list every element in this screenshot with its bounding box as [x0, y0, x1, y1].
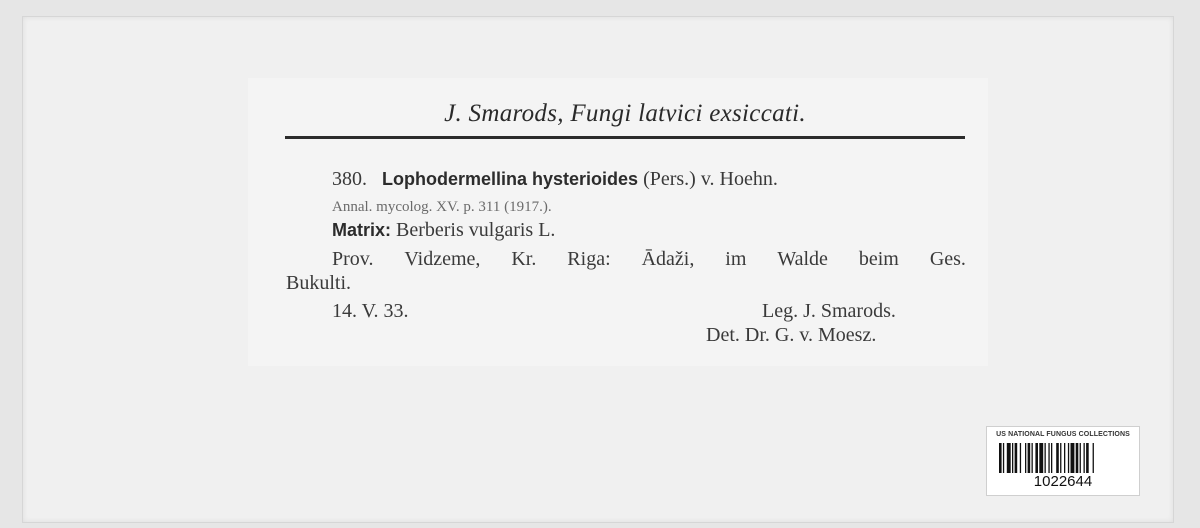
taxon-name: Lophodermellina hysterioides	[382, 169, 639, 189]
locality-line	[332, 248, 966, 271]
locality-word: Riga:	[567, 248, 611, 270]
barcode-number: 1022644	[1033, 473, 1093, 490]
entry-line-taxon	[332, 168, 778, 191]
locality-word: Ādaži,	[641, 248, 695, 270]
locality-word: beim	[858, 248, 899, 270]
collector: Leg. J. Smarods.	[762, 300, 896, 322]
locality-word: Ges.	[929, 248, 966, 270]
collection-date: 14. V. 33.	[332, 300, 409, 322]
determiner: Det. Dr. G. v. Moesz.	[706, 324, 877, 346]
series-title: J. Smarods, Fungi latvici exsiccati.	[444, 100, 806, 127]
entry-number: 380.	[332, 168, 367, 190]
locality-continuation: Bukulti.	[286, 272, 352, 294]
matrix-value: Berberis vulgaris L.	[396, 219, 556, 241]
barcode-icon	[999, 443, 1127, 473]
locality-word: Walde	[777, 248, 828, 270]
matrix-label: Matrix:	[332, 220, 392, 240]
barcode-label	[986, 426, 1140, 496]
title-rule	[285, 136, 965, 139]
locality-word: Prov.	[332, 248, 374, 270]
matrix-line	[332, 219, 555, 242]
locality-word: im	[725, 248, 747, 270]
locality-word: Vidzeme,	[404, 248, 481, 270]
taxon-authority: (Pers.) v. Hoehn.	[643, 168, 778, 190]
barcode-collection-name: US NATIONAL FUNGUS COLLECTIONS	[996, 431, 1130, 438]
locality-word: Kr.	[511, 248, 537, 270]
reference: Annal. mycolog. XV. p. 311 (1917.).	[332, 199, 552, 215]
